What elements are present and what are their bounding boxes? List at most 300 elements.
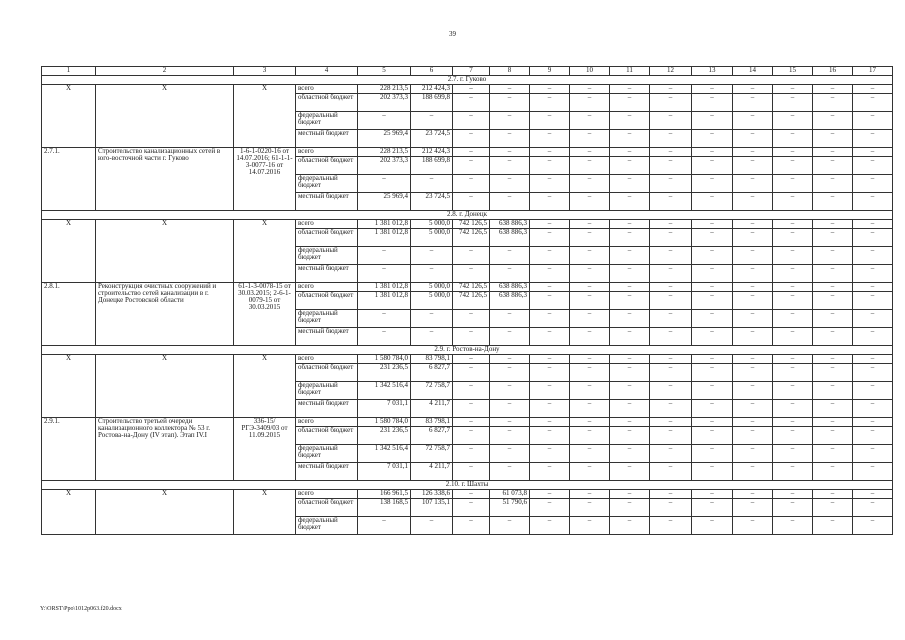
file-path-footer: Y:\ORST\Ppo\1012p063.f20.docx (40, 606, 122, 612)
value-cell: – (610, 427, 650, 445)
value-cell: 742 126,5 (453, 229, 490, 247)
value-cell: – (813, 328, 853, 346)
value-cell: – (733, 517, 773, 535)
value-cell: – (610, 328, 650, 346)
column-number: 6 (411, 67, 453, 76)
item-number: 2.9.1. (42, 418, 96, 481)
value-cell: 23 724,5 (411, 193, 453, 211)
value-cell: – (610, 463, 650, 481)
value-cell: – (530, 175, 570, 193)
funding-source: областной бюджет (296, 157, 358, 175)
item-description: X (96, 355, 234, 418)
value-cell: – (610, 517, 650, 535)
value-cell: – (692, 364, 733, 382)
table-row (42, 220, 893, 229)
value-cell: – (692, 355, 733, 364)
value-cell: – (733, 418, 773, 427)
value-cell: – (610, 382, 650, 400)
value-cell: – (773, 400, 813, 418)
value-cell: – (733, 157, 773, 175)
value-cell: – (692, 247, 733, 265)
value-cell: – (650, 445, 692, 463)
value-cell: – (610, 292, 650, 310)
value-cell: 83 798,1 (411, 418, 453, 427)
value-cell: – (453, 382, 490, 400)
value-cell: 4 211,7 (411, 463, 453, 481)
value-cell: 166 961,5 (358, 490, 411, 499)
item-description: X (96, 490, 234, 535)
value-cell: – (570, 94, 610, 112)
funding-source: местный бюджет (296, 463, 358, 481)
value-cell: – (692, 499, 733, 517)
value-cell: – (853, 193, 893, 211)
value-cell: – (610, 130, 650, 148)
value-cell: 25 969,4 (358, 130, 411, 148)
value-cell: – (773, 85, 813, 94)
value-cell: – (733, 283, 773, 292)
value-cell: – (610, 229, 650, 247)
value-cell: – (570, 292, 610, 310)
item-description: X (96, 85, 234, 148)
value-cell: 5 000,0 (411, 220, 453, 229)
value-cell: – (650, 175, 692, 193)
item-number: X (42, 355, 96, 418)
value-cell: 25 969,4 (358, 193, 411, 211)
value-cell: – (650, 517, 692, 535)
value-cell: – (650, 85, 692, 94)
value-cell: – (853, 85, 893, 94)
value-cell: – (813, 112, 853, 130)
value-cell: 188 699,8 (411, 94, 453, 112)
item-number: X (42, 490, 96, 535)
section-title-row (42, 481, 893, 490)
funding-source: всего (296, 355, 358, 364)
value-cell: – (530, 94, 570, 112)
value-cell: – (453, 400, 490, 418)
value-cell: 1 342 516,4 (358, 382, 411, 400)
value-cell: 83 798,1 (411, 355, 453, 364)
section-title: 2.10. г. Шахты (42, 481, 893, 490)
value-cell: – (453, 418, 490, 427)
value-cell: – (773, 445, 813, 463)
table-row (42, 85, 893, 94)
item-number: 2.8.1. (42, 283, 96, 346)
value-cell: – (853, 400, 893, 418)
value-cell: – (411, 265, 453, 283)
value-cell: – (692, 148, 733, 157)
value-cell: – (453, 247, 490, 265)
value-cell: – (773, 490, 813, 499)
value-cell: – (813, 148, 853, 157)
value-cell: – (490, 157, 530, 175)
value-cell: – (610, 220, 650, 229)
value-cell: – (813, 400, 853, 418)
value-cell: – (773, 247, 813, 265)
value-cell: – (692, 517, 733, 535)
value-cell: 7 031,1 (358, 463, 411, 481)
value-cell: – (853, 355, 893, 364)
column-number: 1 (42, 67, 96, 76)
value-cell: – (853, 283, 893, 292)
value-cell: – (570, 193, 610, 211)
value-cell: 231 236,5 (358, 427, 411, 445)
value-cell: – (773, 220, 813, 229)
funding-source: федеральный бюджет (296, 112, 358, 130)
value-cell: – (358, 328, 411, 346)
value-cell: – (853, 229, 893, 247)
value-cell: – (570, 517, 610, 535)
item-document: X (234, 355, 296, 418)
value-cell: – (570, 148, 610, 157)
value-cell: – (570, 400, 610, 418)
column-number: 17 (853, 67, 893, 76)
value-cell: – (570, 283, 610, 292)
column-number: 2 (96, 67, 234, 76)
column-number: 10 (570, 67, 610, 76)
value-cell: – (490, 85, 530, 94)
value-cell: – (530, 157, 570, 175)
value-cell: – (453, 94, 490, 112)
value-cell: 228 213,5 (358, 85, 411, 94)
value-cell: – (411, 175, 453, 193)
value-cell: – (853, 499, 893, 517)
value-cell: 1 342 516,4 (358, 445, 411, 463)
column-number: 3 (234, 67, 296, 76)
funding-source: местный бюджет (296, 193, 358, 211)
funding-source: местный бюджет (296, 400, 358, 418)
value-cell: – (650, 382, 692, 400)
value-cell: 1 381 012,8 (358, 283, 411, 292)
column-number: 5 (358, 67, 411, 76)
value-cell: – (650, 355, 692, 364)
value-cell: – (530, 112, 570, 130)
value-cell: – (650, 283, 692, 292)
value-cell: 742 126,5 (453, 283, 490, 292)
value-cell: – (570, 328, 610, 346)
value-cell: – (733, 112, 773, 130)
value-cell: – (610, 283, 650, 292)
value-cell: – (453, 463, 490, 481)
value-cell: – (773, 283, 813, 292)
column-number: 11 (610, 67, 650, 76)
value-cell: – (692, 130, 733, 148)
value-cell: – (650, 265, 692, 283)
funding-source: всего (296, 85, 358, 94)
value-cell: 6 827,7 (411, 427, 453, 445)
value-cell: – (813, 94, 853, 112)
value-cell: – (650, 229, 692, 247)
value-cell: – (733, 355, 773, 364)
value-cell: 5 000,0 (411, 292, 453, 310)
value-cell: – (733, 265, 773, 283)
value-cell: – (610, 418, 650, 427)
funding-source: областной бюджет (296, 292, 358, 310)
value-cell: – (650, 418, 692, 427)
value-cell: – (490, 310, 530, 328)
value-cell: – (490, 418, 530, 427)
value-cell: – (610, 112, 650, 130)
value-cell: – (692, 490, 733, 499)
value-cell: – (610, 175, 650, 193)
item-document: 61-1-3-0078-15 от 30.03.2015; 2-6-1-0079-15 от 30.03.2015 (234, 283, 296, 346)
value-cell: 742 126,5 (453, 292, 490, 310)
value-cell: 1 381 012,8 (358, 220, 411, 229)
value-cell: – (358, 112, 411, 130)
value-cell: – (773, 193, 813, 211)
value-cell: – (733, 310, 773, 328)
value-cell: – (650, 400, 692, 418)
value-cell: – (358, 265, 411, 283)
item-document: 1-6-1-0220-16 от 14.07.2016; 61-1-1-3-0077-16 от 14.07.2016 (234, 148, 296, 211)
value-cell: – (813, 517, 853, 535)
value-cell: – (610, 157, 650, 175)
value-cell: – (650, 157, 692, 175)
funding-source: местный бюджет (296, 328, 358, 346)
value-cell: – (813, 355, 853, 364)
value-cell: 61 073,8 (490, 490, 530, 499)
value-cell: 1 580 784,0 (358, 355, 411, 364)
value-cell: – (853, 130, 893, 148)
value-cell: – (692, 463, 733, 481)
section-title: 2.9. г. Ростов-на-Дону (42, 346, 893, 355)
funding-source: всего (296, 490, 358, 499)
value-cell: – (570, 310, 610, 328)
funding-source: федеральный бюджет (296, 445, 358, 463)
value-cell: – (411, 517, 453, 535)
value-cell: – (453, 364, 490, 382)
item-number: X (42, 220, 96, 283)
value-cell: – (570, 418, 610, 427)
value-cell: – (733, 328, 773, 346)
value-cell: – (530, 490, 570, 499)
value-cell: – (813, 445, 853, 463)
value-cell: – (650, 310, 692, 328)
funding-source: всего (296, 220, 358, 229)
item-description: Строительство канализационных сетей в юго-восточной части г. Гуково (96, 148, 234, 211)
value-cell: – (570, 265, 610, 283)
value-cell: – (813, 229, 853, 247)
value-cell: – (453, 445, 490, 463)
value-cell: – (853, 112, 893, 130)
value-cell: 1 381 012,8 (358, 229, 411, 247)
column-number: 16 (813, 67, 853, 76)
item-description: Строительство третьей очереди канализационного коллектора № 53 г. Ростова-на-Дону (IV этап). Этап IV.I (96, 418, 234, 481)
value-cell: 72 758,7 (411, 382, 453, 400)
value-cell: – (453, 310, 490, 328)
value-cell: – (733, 292, 773, 310)
value-cell: – (853, 148, 893, 157)
value-cell: – (650, 247, 692, 265)
value-cell: – (490, 94, 530, 112)
value-cell: – (570, 112, 610, 130)
value-cell: – (411, 310, 453, 328)
value-cell: – (411, 328, 453, 346)
funding-source: областной бюджет (296, 427, 358, 445)
column-number: 4 (296, 67, 358, 76)
value-cell: – (773, 328, 813, 346)
value-cell: 742 126,5 (453, 220, 490, 229)
value-cell: – (650, 328, 692, 346)
value-cell: – (610, 499, 650, 517)
value-cell: – (733, 445, 773, 463)
value-cell: – (610, 355, 650, 364)
value-cell: – (773, 292, 813, 310)
funding-source: всего (296, 148, 358, 157)
value-cell: – (530, 193, 570, 211)
value-cell: – (733, 94, 773, 112)
value-cell: – (650, 463, 692, 481)
value-cell: – (453, 148, 490, 157)
value-cell: – (692, 400, 733, 418)
value-cell: – (530, 247, 570, 265)
value-cell: – (453, 112, 490, 130)
value-cell: – (853, 364, 893, 382)
value-cell: – (570, 157, 610, 175)
value-cell: – (733, 499, 773, 517)
item-document: X (234, 220, 296, 283)
column-number: 9 (530, 67, 570, 76)
value-cell: – (853, 382, 893, 400)
value-cell: – (853, 292, 893, 310)
value-cell: – (453, 517, 490, 535)
value-cell: – (692, 85, 733, 94)
value-cell: 4 211,7 (411, 400, 453, 418)
column-number-row (42, 67, 893, 76)
value-cell: – (853, 157, 893, 175)
value-cell: – (650, 292, 692, 310)
value-cell: – (853, 94, 893, 112)
value-cell: – (570, 490, 610, 499)
funding-source: федеральный бюджет (296, 175, 358, 193)
item-number: 2.7.1. (42, 148, 96, 211)
value-cell: – (490, 400, 530, 418)
value-cell: – (530, 427, 570, 445)
column-number: 7 (453, 67, 490, 76)
item-document: X (234, 85, 296, 148)
section-title-row (42, 76, 893, 85)
value-cell: – (530, 85, 570, 94)
value-cell: 1 580 784,0 (358, 418, 411, 427)
value-cell: – (453, 355, 490, 364)
value-cell: – (773, 517, 813, 535)
value-cell: – (650, 94, 692, 112)
section-title: 2.8. г. Донецк (42, 211, 893, 220)
value-cell: – (773, 94, 813, 112)
value-cell: – (853, 445, 893, 463)
value-cell: 126 338,6 (411, 490, 453, 499)
value-cell: 138 168,5 (358, 499, 411, 517)
table-row (42, 283, 893, 292)
value-cell: – (453, 499, 490, 517)
value-cell: – (358, 310, 411, 328)
value-cell: – (650, 490, 692, 499)
funding-source: всего (296, 418, 358, 427)
value-cell: – (813, 418, 853, 427)
value-cell: – (813, 265, 853, 283)
table-row (42, 490, 893, 499)
value-cell: – (813, 364, 853, 382)
value-cell: – (733, 427, 773, 445)
section-title: 2.7. г. Гуково (42, 76, 893, 85)
value-cell: – (813, 283, 853, 292)
value-cell: – (453, 427, 490, 445)
value-cell: – (650, 427, 692, 445)
value-cell: – (530, 328, 570, 346)
value-cell: 5 000,0 (411, 229, 453, 247)
value-cell: – (733, 229, 773, 247)
value-cell: – (853, 265, 893, 283)
value-cell: – (610, 193, 650, 211)
value-cell: – (733, 85, 773, 94)
value-cell: – (853, 220, 893, 229)
value-cell: – (610, 490, 650, 499)
value-cell: – (453, 157, 490, 175)
value-cell: – (813, 292, 853, 310)
column-number: 13 (692, 67, 733, 76)
value-cell: – (733, 220, 773, 229)
value-cell: 212 424,3 (411, 85, 453, 94)
value-cell: 638 886,3 (490, 220, 530, 229)
table-row (42, 355, 893, 364)
value-cell: – (813, 382, 853, 400)
value-cell: – (570, 364, 610, 382)
page-number: 39 (449, 30, 456, 38)
section-title-row (42, 211, 893, 220)
value-cell: – (692, 283, 733, 292)
value-cell: – (358, 517, 411, 535)
value-cell: – (853, 427, 893, 445)
value-cell: – (530, 283, 570, 292)
funding-source: местный бюджет (296, 265, 358, 283)
value-cell: 202 373,3 (358, 94, 411, 112)
item-number: X (42, 85, 96, 148)
value-cell: – (570, 229, 610, 247)
value-cell: – (570, 247, 610, 265)
value-cell: – (453, 85, 490, 94)
value-cell: – (610, 94, 650, 112)
value-cell: – (853, 247, 893, 265)
table-row (42, 418, 893, 427)
value-cell: – (490, 427, 530, 445)
value-cell: – (570, 499, 610, 517)
value-cell: – (773, 364, 813, 382)
item-document: X (234, 490, 296, 535)
item-description: X (96, 220, 234, 283)
value-cell: – (490, 382, 530, 400)
value-cell: 5 000,0 (411, 283, 453, 292)
value-cell: – (733, 382, 773, 400)
value-cell: – (530, 220, 570, 229)
value-cell: 107 135,1 (411, 499, 453, 517)
value-cell: – (530, 418, 570, 427)
value-cell: 72 758,7 (411, 445, 453, 463)
value-cell: – (453, 130, 490, 148)
value-cell: 51 790,6 (490, 499, 530, 517)
value-cell: – (610, 400, 650, 418)
item-document: 336-15/РГЭ-3409/03 от 11.09.2015 (234, 418, 296, 481)
value-cell: – (610, 364, 650, 382)
value-cell: – (813, 247, 853, 265)
value-cell: – (813, 85, 853, 94)
value-cell: – (570, 355, 610, 364)
value-cell: 231 236,5 (358, 364, 411, 382)
value-cell: – (490, 364, 530, 382)
value-cell: – (490, 193, 530, 211)
value-cell: 23 724,5 (411, 130, 453, 148)
table-row (42, 148, 893, 157)
value-cell: 1 381 012,8 (358, 292, 411, 310)
value-cell: – (813, 463, 853, 481)
